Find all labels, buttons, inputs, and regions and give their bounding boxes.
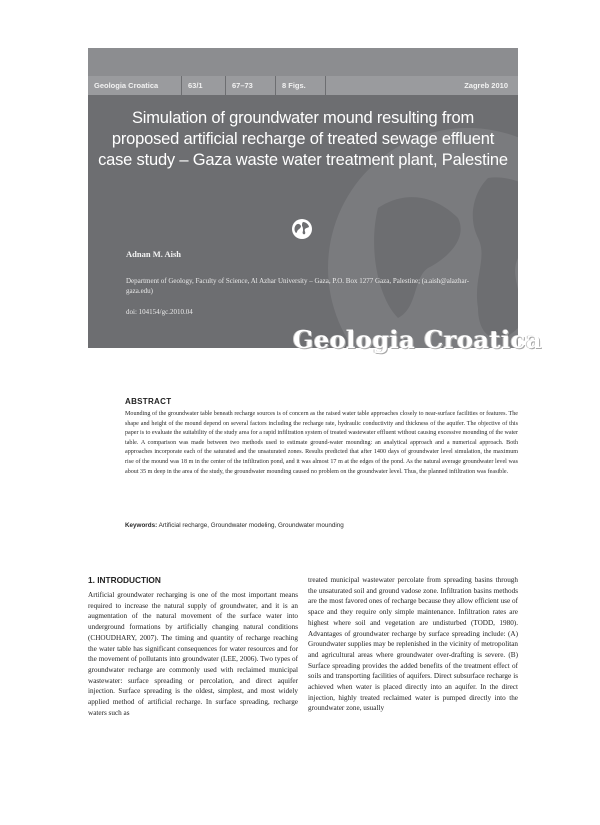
- publication-meta-bar: [88, 76, 518, 95]
- globe-icon: [291, 218, 313, 240]
- figure-count: 8 Figs.: [276, 76, 326, 95]
- masthead-top-band: [88, 48, 518, 76]
- journal-masthead: [88, 48, 518, 348]
- place-year: Zagreb 2010: [464, 81, 508, 90]
- author-name: Adnan M. Aish: [126, 249, 182, 259]
- abstract-text: Mounding of the groundwater table beneath recharge sources is of concern as the raised water table approaches closely to near-surface facilities or features. The shape and height of the mound depend on several factors including the recharge rate, hydraulic conductivity and thickness of the aquifer. The objective of this paper is to evaluate the suitability of the study area for a rapid infiltration system of treated wastewater effluent without causing excessive mounding of the water table. A comparison was made between two methods used to estimate ground-water mounding: an analytical approach and a numerical approach. Both approaches incorporate each of the saturated and the unsaturated zones. Results predicted that after 1400 days of groundwater level simulation, the maximum rise of the mound was 18 m in the center of the infiltration pond, and it was almost 17 m at the edges of the pond. As the natural average groundwater level was about 35 m deep in the area of the study, the groundwater mounding caused no problem on the groundwater level. Thus, the planned infiltration was feasible.: [125, 411, 518, 475]
- abstract-heading: ABSTRACT: [125, 397, 172, 406]
- volume-issue: 63/1: [182, 76, 226, 95]
- section-heading-introduction: 1. INTRODUCTION: [88, 575, 161, 585]
- journal-name: Geologia Croatica: [88, 76, 182, 95]
- body-left-column: Artificial groundwater recharging is one of the most important means required to increase the natural supply of groundwater, and it is an augmentation of the natural movement of the surface water into underground formations by artificially changing natural conditions (CHOUDHARY, 2007). The timing and quantity of recharge reaching the water table has significant consequences for water resources and for the movement of pollutants into groundwater (LEE, 2006). Two types of groundwater recharge are commonly used with reclaimed municipal wastewater: surface spreading or percolation, and direct aquifer injection. Surface spreading is the oldest, simplest, and most widely applied method of artificial recharge. In surface spreading, recharge waters such as: [88, 591, 298, 717]
- page-range: 67–73: [226, 76, 276, 95]
- body-right-column: treated municipal wastewater percolate from spreading basins through the unsaturated soil and ground vadose zone. Infiltration basins methods are the most favored ones of recharge because they allow efficient use of space and they require only simple maintenance. Infiltration rates are highest where soil and vegetation are undisturbed (TODD, 1980). Advantages of groundwater recharge by surface spreading include: (A) Groundwater supplies may be replenished in the vicinity of metropolitan and agricultural areas where groundwater over-drafting is severe. (B) Surface spreading provides the added benefits of the treatment effect of soils and transporting facilities of aquifers. Direct subsurface recharge is achieved when water is placed directly into an aquifer. In the direct injection, highly treated reclaimed water is pumped directly into the groundwater zone, usually: [308, 576, 518, 713]
- doi: doi: 104154/gc.2010.04: [126, 308, 193, 316]
- keywords-label: Keywords:: [125, 522, 158, 529]
- author-affiliation: Department of Geology, Faculty of Science, Al Azhar University – Gaza, P.O. Box 1277 Gaza, Palestine; (a.aish@alazhar-gaza.edu): [126, 277, 470, 295]
- keywords-list: Artificial recharge, Groundwater modeling, Groundwater mounding: [158, 522, 344, 529]
- journal-watermark-logo: Geologia Croatica: [293, 325, 542, 354]
- article-title: Simulation of groundwater mound resulting from proposed artificial recharge of treated sewage effluent case study – Gaza waste water treatment plant, Palestine: [98, 109, 508, 169]
- keywords: [125, 522, 518, 529]
